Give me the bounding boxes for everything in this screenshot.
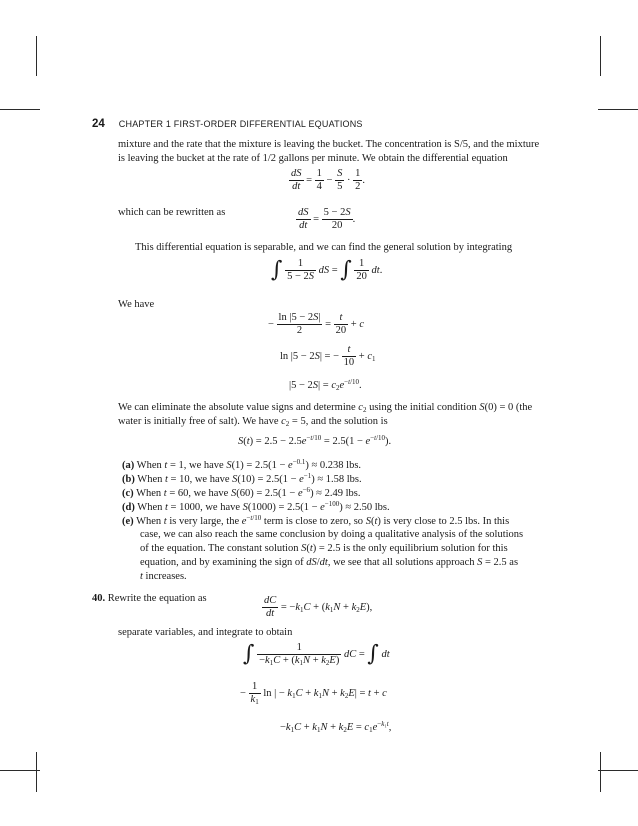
text-line: water is initially free of salt). We have c2 = 5, and the solution is [118, 416, 388, 428]
text-line: t increases. [140, 571, 187, 582]
text-line: is leaving the bucket at the rate of 1/2 gallons per minute. We obtain the differential equation [118, 153, 508, 164]
text-line: We can eliminate the absolute value signs and determine c2 using the initial condition S(0) = 0 (the [118, 402, 533, 414]
equation-11: $-k1C + k1N + k2E = c1e^{-k_1t}$, [280, 720, 392, 734]
problem-40: 40. Rewrite the equation as [92, 593, 207, 604]
text-line: We have [118, 299, 155, 310]
text-line: This differential equation is separable, and we can find the general solution by integrating [135, 242, 513, 253]
part-e: (e) When t is very large, the $e^{-t/10}$ term is close to zero, so S(t) is very close to 2.5 lbs. In this [122, 514, 510, 527]
crop-mark [36, 36, 37, 76]
equation-10: − $\frac{1}{k1}$ ln | − k1C + k1N + k2E| = t + c [240, 681, 387, 707]
part-a: (a) When t = 1, we have $S(1) = 2.5(1 - e^{-0.1}) \approx 0.238$ lbs. [122, 458, 362, 471]
part-b: (b) When t = 10, we have $S(10) = 2.5(1 - e^{-1}) \approx 1.58$ lbs. [122, 472, 362, 485]
text-line: equation, and by examining the sign of dS/dt, we see that all solutions approach S = 2.5 as [140, 557, 519, 568]
text-line: which can be rewritten as [118, 207, 226, 218]
crop-mark [600, 752, 601, 792]
equation-1: $\frac{dS}{dt}$ = $\frac{1}{4}$ − $\frac{S}{5}$ · $\frac{1}{2}$ . [291, 168, 365, 193]
part-c: (c) When t = 60, we have $S(60) = 2.5(1 - e^{-6}) \approx 2.49$ lbs. [122, 486, 361, 499]
crop-mark [36, 752, 37, 792]
crop-mark [598, 770, 638, 771]
crop-mark [0, 109, 40, 110]
text-line: of the equation. The constant solution S(t) = 2.5 is the only equilibrium solution for this [140, 543, 508, 554]
page-header [92, 117, 363, 131]
chapter-title: CHAPTER 1 FIRST-ORDER DIFFERENTIAL EQUATIONS [118, 119, 363, 129]
equation-4: − $\frac{\ln |5 - 2S|}{2}$ = $\frac{t}{20}$ + c [268, 312, 364, 337]
text-line: mixture and the rate that the mixture is leaving the bucket. The concentration is S/5, and the mixture [118, 139, 540, 150]
equation-8: $\frac{dC}{dt}$ = −k1C + (k1N + k2E), [264, 595, 373, 620]
part-d: (d) When t = 1000, we have $S(1000) = 2.5(1 - e^{-100}) \approx 2.50$ lbs. [122, 500, 390, 513]
equation-3: ∫ $\frac{1}{5 - 2S}$ dS = ∫ $\frac{1}{20}$ dt. [271, 257, 383, 283]
equation-9: ∫ $\frac{1}{-k1C + (k1N + k2E)}$ dC = ∫ dt [243, 641, 390, 668]
equation-6: $|5 - 2S| = c2e^{-t/10}$. [289, 378, 362, 392]
page-number: 24 [92, 118, 105, 130]
equation-2: $\frac{dS}{dt}$ = $\frac{5 - 2S}{20}$ . [298, 207, 356, 232]
text-line: case, we can also reach the same conclusion by doing a qualitative analysis of the solutions [140, 529, 524, 540]
text-line: separate variables, and integrate to obtain [118, 627, 293, 638]
equation-7: $S(t) = 2.5 - 2.5e^{-t/10} = 2.5(1 - e^{-t/10})$. [238, 434, 392, 447]
crop-mark [0, 770, 40, 771]
crop-mark [598, 109, 638, 110]
crop-mark [600, 36, 601, 76]
equation-5: ln |5 − 2S| = − $\frac{t}{10}$ + c1 [280, 344, 376, 369]
